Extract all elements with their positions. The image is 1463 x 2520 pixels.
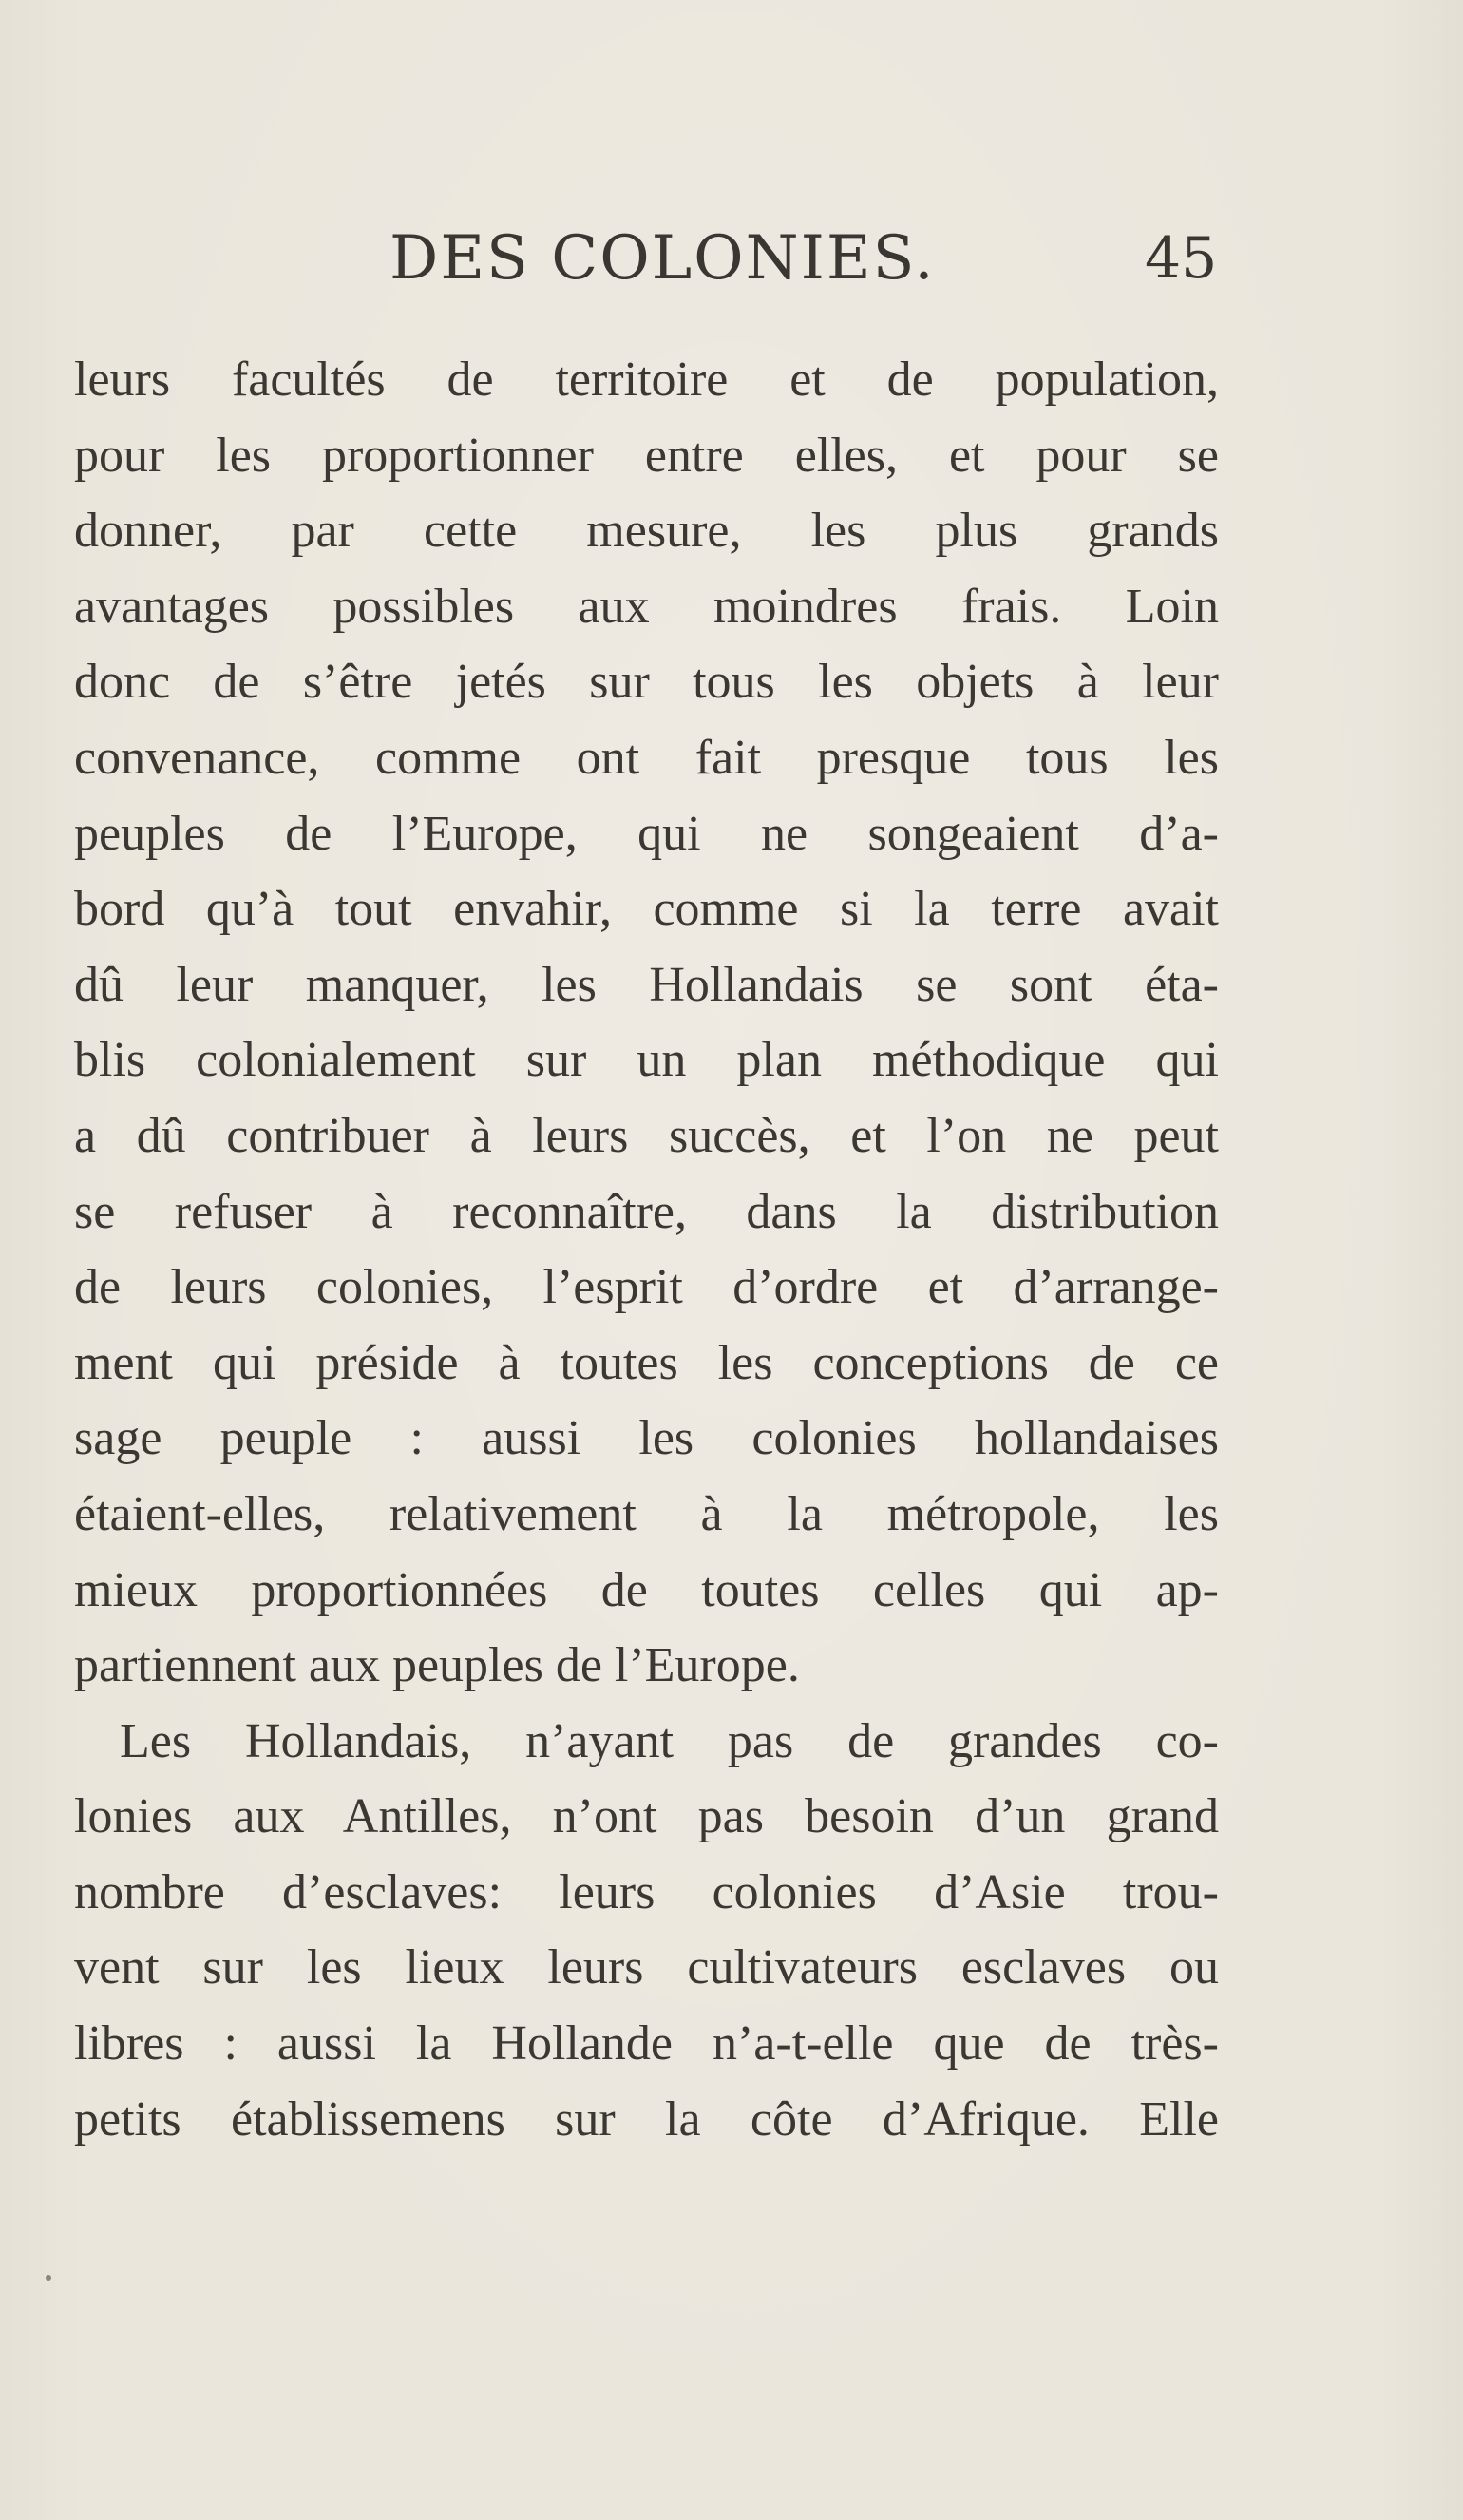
text-line: donner, par cette mesure, les plus grands	[74, 504, 1219, 559]
body-text	[74, 342, 1219, 2157]
paper-speck	[46, 2275, 51, 2281]
text-line: petits établissemens sur la côte d’Afrique. Elle	[74, 2091, 1219, 2147]
text-line: peuples de l’Europe, qui ne songeaient d’a-	[74, 806, 1219, 861]
text-line: leurs facultés de territoire et de population,	[74, 353, 1219, 407]
page-header	[0, 220, 1463, 296]
text-line: se refuser à reconnaître, dans la distribution	[74, 1184, 1219, 1239]
text-line: sage peuple : aussi les colonies hollandaises	[74, 1411, 1219, 1466]
text-line: étaient-elles, relativement à la métropole, les	[74, 1486, 1219, 1541]
text-line: convenance, comme ont fait presque tous les	[74, 730, 1219, 785]
text-line: dû leur manquer, les Hollandais se sont éta-	[74, 957, 1219, 1012]
text-line: bord qu’à tout envahir, comme si la terre avait	[74, 882, 1219, 937]
text-line: avantages possibles aux moindres frais. Loin	[74, 579, 1219, 634]
text-line: mieux proportionnées de toutes celles qui ap-	[74, 1562, 1219, 1617]
text-line: pour les proportionner entre elles, et pour se	[74, 428, 1219, 483]
text-line: a dû contribuer à leurs succès, et l’on ne peut	[74, 1108, 1219, 1163]
text-line: libres : aussi la Hollande n’a-t-elle que de très-	[74, 2016, 1219, 2071]
page-number: 45	[1145, 225, 1218, 292]
running-title: DES COLONIES.	[390, 223, 936, 294]
paragraph-end-line: partiennent aux peuples de l’Europe.	[74, 1638, 800, 1693]
text-line: ment qui préside à toutes les conceptions de ce	[74, 1335, 1219, 1390]
text-line: de leurs colonies, l’esprit d’ordre et d’arrange-	[74, 1260, 1219, 1315]
text-line: lonies aux Antilles, n’ont pas besoin d’un grand	[74, 1789, 1219, 1844]
text-line: nombre d’esclaves: leurs colonies d’Asie trou-	[74, 1864, 1219, 1919]
text-line: blis colonialement sur un plan méthodique qui	[74, 1033, 1219, 1088]
text-line: donc de s’être jetés sur tous les objets à leur	[74, 655, 1219, 710]
text-line: vent sur les lieux leurs cultivateurs esclaves ou	[74, 1940, 1219, 1995]
paragraph-start-line: Les Hollandais, n’ayant pas de grandes co-	[120, 1713, 1219, 1768]
